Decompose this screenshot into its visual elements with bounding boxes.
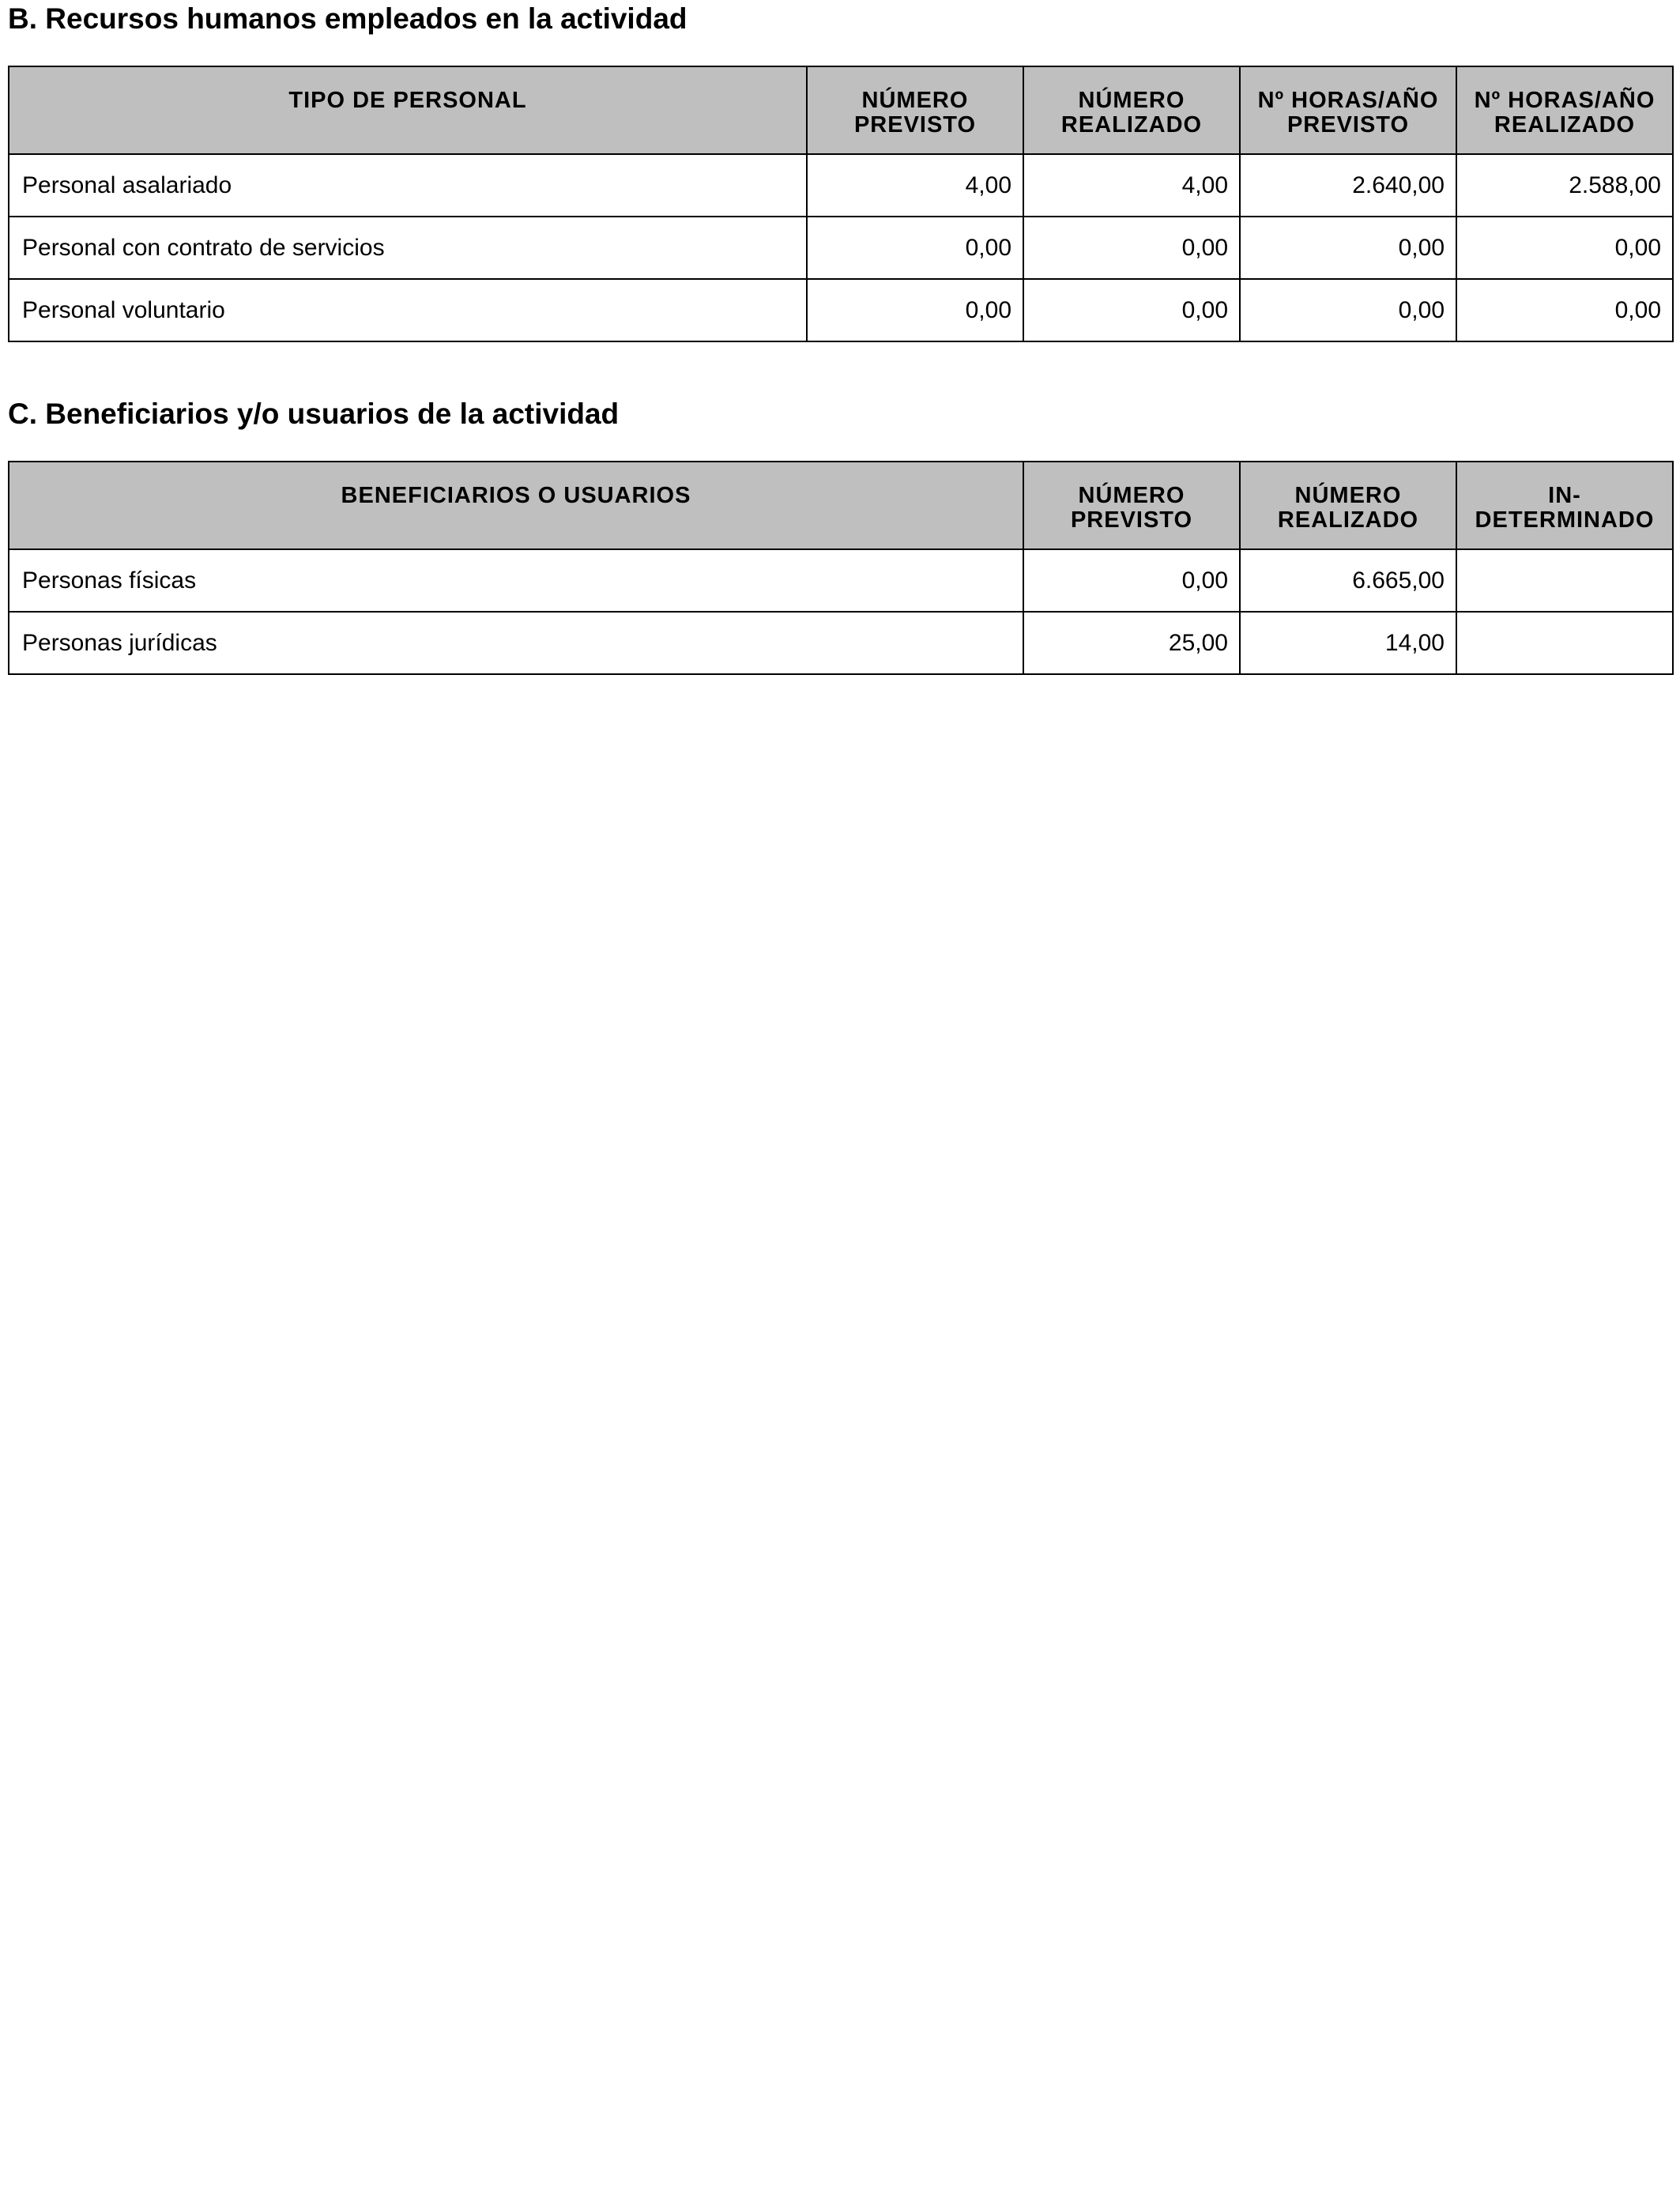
cell-horas-realizado: 0,00 xyxy=(1456,279,1673,341)
cell-horas-realizado: 2.588,00 xyxy=(1456,154,1673,217)
cell-numero-realizado: 0,00 xyxy=(1023,217,1240,279)
cell-horas-previsto: 0,00 xyxy=(1240,217,1456,279)
cell-numero-previsto: 0,00 xyxy=(807,217,1023,279)
table-row xyxy=(9,612,1673,674)
beneficiarios-table xyxy=(8,461,1674,675)
cell-numero-realizado: 14,00 xyxy=(1240,612,1456,674)
cell-numero-previsto: 0,00 xyxy=(807,279,1023,341)
cell-indeterminado xyxy=(1456,612,1673,674)
section-c-title: C. Beneficiarios y/o usuarios de la actividad xyxy=(8,398,620,430)
header-tipo-personal: TIPO DE PERSONAL xyxy=(9,66,807,154)
cell-numero-previsto: 0,00 xyxy=(1023,549,1240,612)
row-label: Personal con contrato de servicios xyxy=(9,217,807,279)
row-label: Personas jurídicas xyxy=(9,612,1023,674)
header-beneficiarios: BENEFICIARIOS O USUARIOS xyxy=(9,462,1023,549)
cell-numero-previsto: 4,00 xyxy=(807,154,1023,217)
header-numero-realizado: NÚMERO REALIZADO xyxy=(1023,66,1240,154)
table-header-row xyxy=(9,462,1673,549)
header-numero-previsto: NÚMERO PREVISTO xyxy=(1023,462,1240,549)
table-row xyxy=(9,279,1673,341)
recursos-humanos-table xyxy=(8,66,1674,342)
header-indeterminado: IN- DETERMINADO xyxy=(1456,462,1673,549)
cell-horas-previsto: 0,00 xyxy=(1240,279,1456,341)
header-numero-realizado: NÚMERO REALIZADO xyxy=(1240,462,1456,549)
table-header-row xyxy=(9,66,1673,154)
cell-numero-realizado: 4,00 xyxy=(1023,154,1240,217)
header-horas-previsto: Nº HORAS/AÑO PREVISTO xyxy=(1240,66,1456,154)
cell-numero-realizado: 6.665,00 xyxy=(1240,549,1456,612)
header-horas-realizado: Nº HORAS/AÑO REALIZADO xyxy=(1456,66,1673,154)
cell-horas-realizado: 0,00 xyxy=(1456,217,1673,279)
table-row xyxy=(9,217,1673,279)
section-b-title: B. Recursos humanos empleados en la actividad xyxy=(8,2,687,35)
cell-numero-realizado: 0,00 xyxy=(1023,279,1240,341)
header-numero-previsto: NÚMERO PREVISTO xyxy=(807,66,1023,154)
cell-numero-previsto: 25,00 xyxy=(1023,612,1240,674)
cell-horas-previsto: 2.640,00 xyxy=(1240,154,1456,217)
row-label: Personal voluntario xyxy=(9,279,807,341)
row-label: Personas físicas xyxy=(9,549,1023,612)
cell-indeterminado xyxy=(1456,549,1673,612)
table-row xyxy=(9,549,1673,612)
row-label: Personal asalariado xyxy=(9,154,807,217)
table-row xyxy=(9,154,1673,217)
